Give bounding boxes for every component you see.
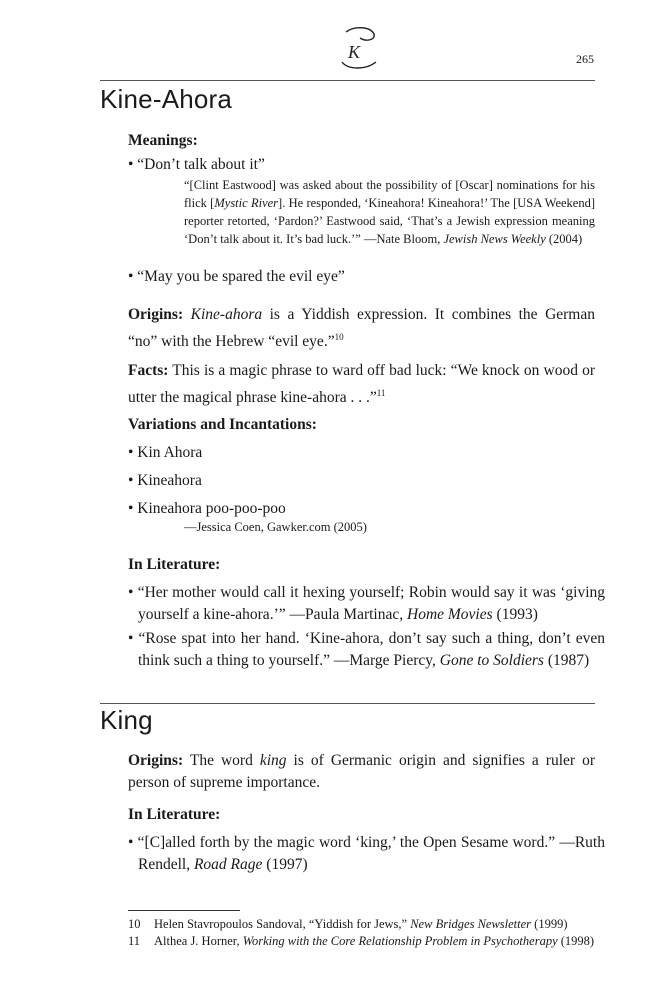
film-title: Mystic River <box>214 196 279 210</box>
facts-paragraph: Facts: This is a magic phrase to ward off bad luck: “We knock on wood or utter the magical phrase kine-ahora . . .”$^{11}$ <box>128 362 595 407</box>
variation-item: • Kin Ahora <box>128 444 203 461</box>
book-title: Home Movies <box>407 606 493 623</box>
origins-term: king <box>259 752 287 769</box>
origins-label: Origins: <box>128 752 184 769</box>
chapter-k-ornament-icon <box>336 24 382 72</box>
header-rule <box>100 80 595 81</box>
facts-label: Facts: <box>128 362 169 379</box>
meaning-item: • “May you be spared the evil eye” <box>128 268 345 285</box>
entry-title: Kine-Ahora <box>100 84 233 114</box>
publication-title: Jewish News Weekly <box>443 232 546 246</box>
variation-attribution: —Jessica Coen, Gawker.com (2005) <box>184 520 367 534</box>
footnote-ref: 11 <box>376 388 386 398</box>
meaning-item: • “Don’t talk about it” <box>128 156 265 173</box>
footnote-ref: 10 <box>334 332 344 342</box>
variation-item: • Kineahora <box>128 472 202 489</box>
meanings-heading: Meanings: <box>128 132 198 149</box>
literature-heading: In Literature: <box>128 806 221 823</box>
literature-quote: • “[C]alled forth by the magic word ‘king,’ the Open Sesame word.” —Ruth Rendell, Road Rage (1997) <box>128 834 605 873</box>
entry-title: King <box>100 705 153 735</box>
chapter-letter: K <box>348 42 361 62</box>
footnote-rule <box>128 910 240 911</box>
origins-paragraph: Origins: The word king is of Germanic origin and signifies a ruler or person of supreme importance. <box>128 752 595 791</box>
footnote: 10 Helen Stavropoulos Sandoval, “Yiddish for Jews,” New Bridges Newsletter (1999) <box>128 917 568 931</box>
page-number: 265 <box>576 52 594 66</box>
entry-divider <box>100 703 595 704</box>
origins-paragraph: Origins: Kine-ahora is a Yiddish expression. It combines the German “no” with the Hebrew “evil eye.”$^{10}$ <box>128 306 595 351</box>
origins-label: Origins: <box>128 306 184 323</box>
literature-quote: • “Rose spat into her hand. ‘Kine-ahora, don’t say such a thing, don’t even think such a thing to yourself.” —Marge Piercy, Gone to Soldiers (1987) <box>128 630 605 669</box>
footnote: 11 Althea J. Horner, Working with the Core Relationship Problem in Psychotherapy (1998) <box>128 934 595 948</box>
book-title: Road Rage <box>193 856 263 873</box>
literature-quote: • “Her mother would call it hexing yourself; Robin would say it was ‘giving yourself a kine-ahora.’” —Paula Martinac, Home Movies (1993) <box>128 584 605 623</box>
literature-heading: In Literature: <box>128 556 221 573</box>
book-title: Gone to Soldiers <box>439 652 544 669</box>
meaning-quote: “[Clint Eastwood] was asked about the possibility of [Oscar] nominations for his flick [Mystic River]. He responded, ‘Kineahora! Kineahora!’ The [USA Weekend] reporter retorted, ‘Pardon?’ Eastwood said, ‘That’s a Jewish expression meaning ‘Don’t talk about it. It’s bad luck.’” —Nate Bloom, Jewish News Weekly (2004) <box>184 178 596 246</box>
variation-item: • Kineahora poo-poo-poo <box>128 500 286 517</box>
origins-term: Kine-ahora <box>190 306 263 323</box>
variations-heading: Variations and Incantations: <box>128 416 317 433</box>
